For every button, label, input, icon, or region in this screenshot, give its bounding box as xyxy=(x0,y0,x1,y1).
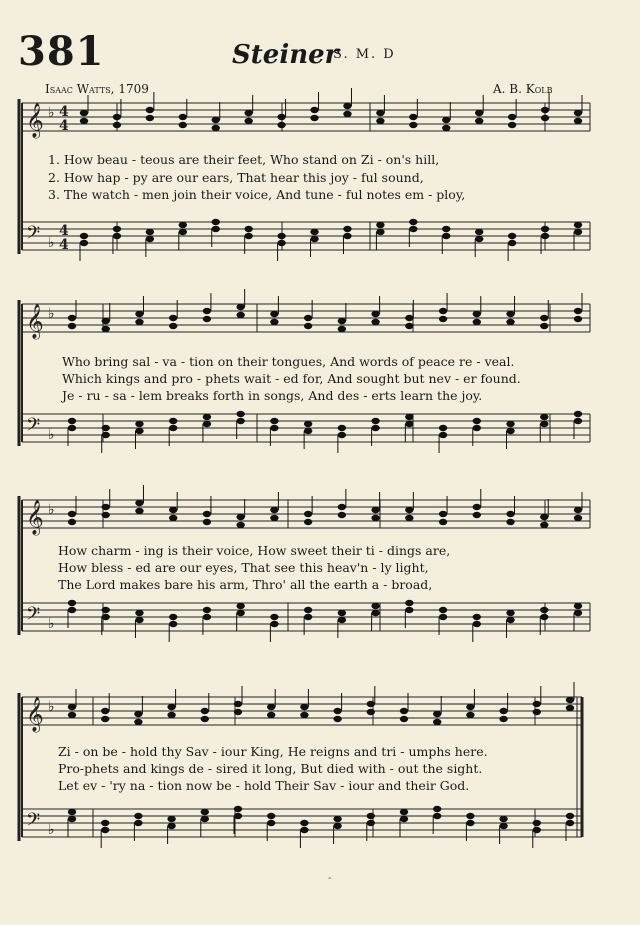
note-head xyxy=(236,312,244,318)
note-head xyxy=(439,308,447,314)
note-head xyxy=(169,425,177,431)
note-head xyxy=(466,820,474,826)
note-head xyxy=(506,428,514,434)
bass-clef-icon: 𝄢 xyxy=(26,415,41,440)
note-head xyxy=(146,229,154,235)
note-head xyxy=(540,414,548,420)
note-head xyxy=(135,610,143,616)
note-head xyxy=(304,315,312,321)
note-head xyxy=(442,233,450,239)
note-head xyxy=(102,326,110,332)
note-head xyxy=(68,704,76,710)
note-head xyxy=(409,226,417,232)
note-head xyxy=(270,319,278,325)
note-head xyxy=(473,319,481,325)
flat-icon: ♭ xyxy=(48,306,55,322)
note-head xyxy=(574,229,582,235)
note-head xyxy=(371,311,379,317)
note-head xyxy=(102,504,110,510)
note-head xyxy=(236,522,244,528)
note-head xyxy=(80,240,88,246)
note-head xyxy=(376,110,384,116)
flat-icon: ♭ xyxy=(48,822,55,838)
note-head xyxy=(102,512,110,518)
note-head xyxy=(212,125,220,131)
note-head xyxy=(134,711,142,717)
note-head xyxy=(371,610,379,616)
note-head xyxy=(400,816,408,822)
note-head xyxy=(574,110,582,116)
note-head xyxy=(400,716,408,722)
note-head xyxy=(68,323,76,329)
note-head xyxy=(270,515,278,521)
note-head xyxy=(236,411,244,417)
note-head xyxy=(405,414,413,420)
note-head xyxy=(304,614,312,620)
note-head xyxy=(134,820,142,826)
time-signature: 4 xyxy=(59,223,69,239)
note-head xyxy=(405,315,413,321)
note-head xyxy=(80,118,88,124)
note-head xyxy=(101,820,109,826)
treble-clef-icon: 𝄞 xyxy=(26,697,44,732)
lyric-line: Who bring sal - va - tion on their tongues, And words of peace re - veal. xyxy=(62,354,515,369)
note-head xyxy=(367,701,375,707)
lyric-line: How charm - ing is their voice, How sweet their ti - dings are, xyxy=(58,543,451,558)
note-head xyxy=(574,515,582,521)
note-head xyxy=(267,712,275,718)
note-head xyxy=(533,701,541,707)
lyric-line: 2. How hap - py are our ears, That hear this joy - ful sound, xyxy=(48,170,424,185)
note-head xyxy=(135,428,143,434)
note-head xyxy=(338,318,346,324)
note-head xyxy=(234,806,242,812)
note-head xyxy=(333,823,341,829)
note-head xyxy=(101,708,109,714)
note-head xyxy=(68,315,76,321)
note-head xyxy=(203,308,211,314)
note-head xyxy=(169,515,177,521)
note-head xyxy=(338,512,346,518)
note-head xyxy=(201,816,209,822)
note-head xyxy=(310,229,318,235)
note-head xyxy=(508,240,516,246)
note-head xyxy=(68,418,76,424)
note-head xyxy=(439,425,447,431)
note-head xyxy=(101,716,109,722)
note-head xyxy=(574,316,582,322)
note-head xyxy=(439,519,447,525)
note-head xyxy=(169,621,177,627)
time-signature: 4 xyxy=(59,237,69,253)
note-head xyxy=(371,418,379,424)
note-head xyxy=(409,219,417,225)
note-head xyxy=(439,316,447,322)
flat-icon: ♭ xyxy=(48,235,55,251)
note-head xyxy=(338,610,346,616)
note-head xyxy=(475,229,483,235)
note-head xyxy=(475,118,483,124)
note-head xyxy=(169,323,177,329)
note-head xyxy=(508,122,516,128)
note-head xyxy=(102,318,110,324)
note-head xyxy=(234,813,242,819)
note-head xyxy=(244,118,252,124)
note-head xyxy=(439,614,447,620)
note-head xyxy=(68,607,76,613)
note-head xyxy=(203,519,211,525)
note-head xyxy=(405,600,413,606)
note-head xyxy=(338,617,346,623)
note-head xyxy=(270,311,278,317)
note-head xyxy=(433,719,441,725)
note-head xyxy=(566,705,574,711)
note-head xyxy=(533,820,541,826)
note-head xyxy=(473,311,481,317)
note-head xyxy=(102,614,110,620)
note-head xyxy=(135,421,143,427)
note-head xyxy=(203,421,211,427)
note-head xyxy=(234,701,242,707)
note-head xyxy=(134,813,142,819)
note-head xyxy=(68,600,76,606)
note-head xyxy=(367,820,375,826)
note-head xyxy=(338,326,346,332)
note-head xyxy=(203,414,211,420)
note-head xyxy=(466,813,474,819)
note-head xyxy=(433,806,441,812)
note-head xyxy=(499,823,507,829)
note-head xyxy=(442,117,450,123)
note-head xyxy=(574,418,582,424)
note-head xyxy=(473,418,481,424)
note-head xyxy=(212,219,220,225)
note-head xyxy=(201,716,209,722)
note-head xyxy=(499,708,507,714)
lyric-line: The Lord makes bare his arm, Thro' all the earth a - broad, xyxy=(58,577,433,592)
note-head xyxy=(267,704,275,710)
note-head xyxy=(371,507,379,513)
treble-clef-icon: 𝄞 xyxy=(26,103,44,138)
note-head xyxy=(433,813,441,819)
note-head xyxy=(574,610,582,616)
note-head xyxy=(376,229,384,235)
note-head xyxy=(135,617,143,623)
page-mark: - xyxy=(328,873,332,884)
note-head xyxy=(277,240,285,246)
note-head xyxy=(277,114,285,120)
lyric-line: 3. The watch - men join their voice, And tune - ful notes em - ploy, xyxy=(48,187,466,202)
note-head xyxy=(540,421,548,427)
lyric-line: Let ev - 'ry na - tion now be - hold Their Sav - iour and their God. xyxy=(58,778,470,793)
note-head xyxy=(244,226,252,232)
note-head xyxy=(113,122,121,128)
note-head xyxy=(267,813,275,819)
note-head xyxy=(101,827,109,833)
note-head xyxy=(475,110,483,116)
note-head xyxy=(68,712,76,718)
note-head xyxy=(169,507,177,513)
note-head xyxy=(270,614,278,620)
note-head xyxy=(102,432,110,438)
note-head xyxy=(466,712,474,718)
note-head xyxy=(405,323,413,329)
note-head xyxy=(300,704,308,710)
note-head xyxy=(304,421,312,427)
note-head xyxy=(135,500,143,506)
note-head xyxy=(439,511,447,517)
note-head xyxy=(371,603,379,609)
note-head xyxy=(179,229,187,235)
lyric-line: Pro-phets and kings de - sired it long, But died with - out the sight. xyxy=(58,761,483,776)
note-head xyxy=(203,316,211,322)
note-head xyxy=(102,425,110,431)
note-head xyxy=(270,418,278,424)
note-head xyxy=(566,820,574,826)
note-head xyxy=(506,519,514,525)
composer: A. B. Kolb xyxy=(493,82,553,96)
note-head xyxy=(201,809,209,815)
note-head xyxy=(167,823,175,829)
note-head xyxy=(499,716,507,722)
note-head xyxy=(310,236,318,242)
note-head xyxy=(304,519,312,525)
tune-name: Steiner xyxy=(232,40,339,70)
note-head xyxy=(343,233,351,239)
note-head xyxy=(68,816,76,822)
flat-icon: ♭ xyxy=(48,105,55,121)
lyric-line: 1. How beau - teous are their feet, Who stand on Zi - on's hill, xyxy=(48,152,440,167)
note-head xyxy=(169,418,177,424)
note-head xyxy=(541,226,549,232)
note-head xyxy=(343,226,351,232)
meter: S. M. D xyxy=(333,47,396,62)
lyric-line: Zi - on be - hold thy Sav - iour King, He reigns and tri - umphs here. xyxy=(58,744,488,759)
note-head xyxy=(533,709,541,715)
note-head xyxy=(333,716,341,722)
note-head xyxy=(400,809,408,815)
flat-icon: ♭ xyxy=(48,699,55,715)
note-head xyxy=(102,607,110,613)
note-head xyxy=(333,708,341,714)
note-head xyxy=(506,617,514,623)
note-head xyxy=(134,719,142,725)
note-head xyxy=(338,425,346,431)
note-head xyxy=(409,114,417,120)
note-head xyxy=(473,512,481,518)
note-head xyxy=(473,504,481,510)
note-head xyxy=(473,621,481,627)
note-head xyxy=(499,816,507,822)
note-head xyxy=(405,515,413,521)
note-head xyxy=(533,827,541,833)
note-head xyxy=(201,708,209,714)
note-head xyxy=(506,421,514,427)
treble-clef-icon: 𝄞 xyxy=(26,304,44,339)
note-head xyxy=(277,233,285,239)
note-head xyxy=(135,508,143,514)
lyric-line: Which kings and pro - phets wait - ed for, And sought but nev - er found. xyxy=(62,371,521,386)
note-head xyxy=(338,504,346,510)
note-head xyxy=(367,709,375,715)
note-head xyxy=(508,233,516,239)
note-head xyxy=(400,708,408,714)
note-head xyxy=(540,607,548,613)
note-head xyxy=(540,522,548,528)
note-head xyxy=(442,125,450,131)
note-head xyxy=(244,233,252,239)
note-head xyxy=(540,315,548,321)
lyric-line: Je - ru - sa - lem breaks forth in songs, And des - erts learn the joy. xyxy=(62,388,483,403)
note-head xyxy=(135,319,143,325)
note-head xyxy=(371,319,379,325)
note-head xyxy=(113,226,121,232)
bass-clef-icon: 𝄢 xyxy=(26,810,41,835)
bass-clef-icon: 𝄢 xyxy=(26,223,41,248)
note-head xyxy=(300,712,308,718)
note-head xyxy=(270,621,278,627)
note-head xyxy=(304,607,312,613)
note-head xyxy=(473,614,481,620)
note-head xyxy=(179,122,187,128)
note-head xyxy=(541,107,549,113)
note-head xyxy=(473,425,481,431)
note-head xyxy=(167,704,175,710)
treble-clef-icon: 𝄞 xyxy=(26,500,44,535)
note-head xyxy=(506,610,514,616)
note-head xyxy=(80,110,88,116)
note-head xyxy=(236,610,244,616)
note-head xyxy=(135,311,143,317)
time-signature: 4 xyxy=(59,118,69,134)
note-head xyxy=(236,603,244,609)
note-head xyxy=(300,820,308,826)
note-head xyxy=(506,319,514,325)
note-head xyxy=(574,603,582,609)
note-head xyxy=(540,614,548,620)
note-head xyxy=(574,118,582,124)
note-head xyxy=(566,813,574,819)
note-head xyxy=(68,809,76,815)
note-head xyxy=(304,323,312,329)
note-head xyxy=(203,614,211,620)
note-head xyxy=(540,323,548,329)
note-head xyxy=(376,222,384,228)
note-head xyxy=(466,704,474,710)
note-head xyxy=(304,428,312,434)
note-head xyxy=(68,519,76,525)
note-head xyxy=(277,122,285,128)
note-head xyxy=(433,711,441,717)
flat-icon: ♭ xyxy=(48,427,55,443)
note-head xyxy=(234,709,242,715)
flat-icon: ♭ xyxy=(48,616,55,632)
note-head xyxy=(508,114,516,120)
note-head xyxy=(179,114,187,120)
note-head xyxy=(506,511,514,517)
note-head xyxy=(167,816,175,822)
note-head xyxy=(236,514,244,520)
note-head xyxy=(439,432,447,438)
author: Isaac Watts, 1709 xyxy=(45,82,149,96)
note-head xyxy=(343,103,351,109)
bass-clef-icon: 𝄢 xyxy=(26,604,41,629)
note-head xyxy=(212,117,220,123)
note-head xyxy=(405,421,413,427)
note-head xyxy=(236,418,244,424)
note-head xyxy=(212,226,220,232)
note-head xyxy=(574,222,582,228)
note-head xyxy=(310,115,318,121)
note-head xyxy=(267,820,275,826)
note-head xyxy=(409,122,417,128)
note-head xyxy=(338,432,346,438)
note-head xyxy=(146,236,154,242)
note-head xyxy=(169,614,177,620)
note-head xyxy=(68,425,76,431)
note-head xyxy=(541,233,549,239)
note-head xyxy=(371,425,379,431)
note-head xyxy=(270,425,278,431)
note-head xyxy=(475,236,483,242)
note-head xyxy=(405,507,413,513)
note-head xyxy=(376,118,384,124)
note-head xyxy=(442,226,450,232)
note-head xyxy=(540,514,548,520)
note-head xyxy=(169,315,177,321)
note-head xyxy=(270,507,278,513)
note-head xyxy=(439,607,447,613)
note-head xyxy=(405,607,413,613)
note-head xyxy=(367,813,375,819)
note-head xyxy=(113,233,121,239)
note-head xyxy=(236,304,244,310)
flat-icon: ♭ xyxy=(48,502,55,518)
note-head xyxy=(343,111,351,117)
note-head xyxy=(574,411,582,417)
note-head xyxy=(333,816,341,822)
note-head xyxy=(566,697,574,703)
time-signature: 4 xyxy=(59,104,69,120)
note-head xyxy=(244,110,252,116)
note-head xyxy=(146,107,154,113)
note-head xyxy=(179,222,187,228)
note-head xyxy=(304,511,312,517)
lyric-line: How bless - ed are our eyes, That see this heav'n - ly light, xyxy=(58,560,429,575)
note-head xyxy=(113,114,121,120)
note-head xyxy=(68,511,76,517)
note-head xyxy=(146,115,154,121)
note-head xyxy=(203,607,211,613)
note-head xyxy=(574,507,582,513)
note-head xyxy=(167,712,175,718)
note-head xyxy=(371,515,379,521)
note-head xyxy=(541,115,549,121)
note-head xyxy=(574,308,582,314)
note-head xyxy=(203,511,211,517)
note-head xyxy=(310,107,318,113)
note-head xyxy=(80,233,88,239)
note-head xyxy=(300,827,308,833)
hymn-number: 381 xyxy=(18,28,105,75)
note-head xyxy=(506,311,514,317)
